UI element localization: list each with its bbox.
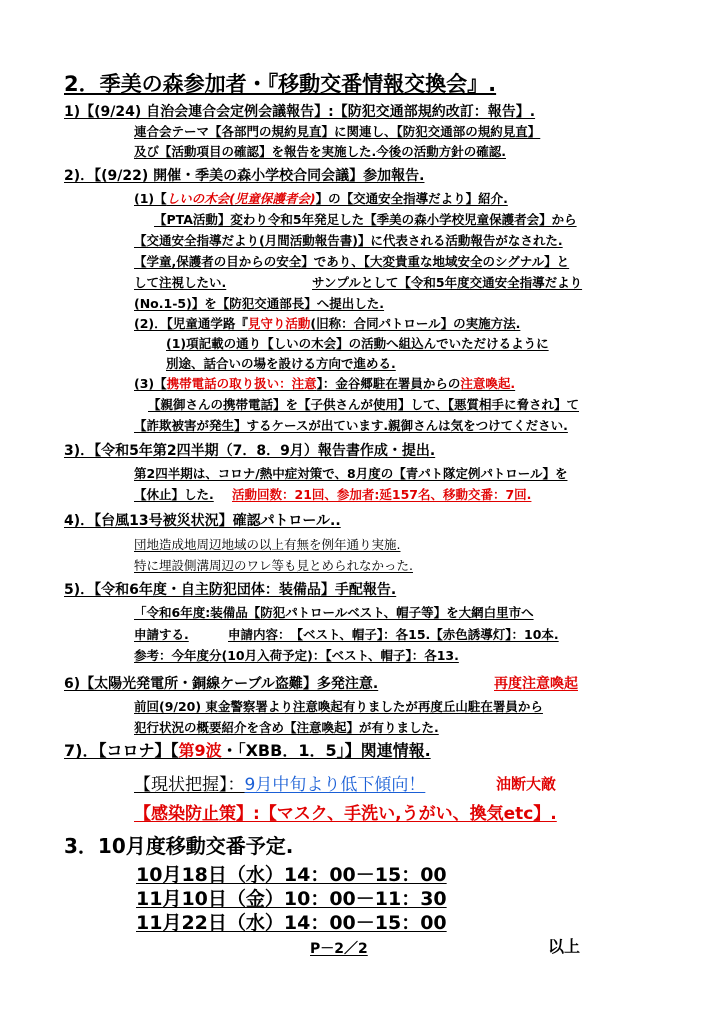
section2-item1 [134, 189, 508, 207]
section2-line1: 【PTA活動】変わり令和5年発足した【季美の森小学校児童保護者会】から [154, 212, 577, 227]
section3-heading: 3)．【令和5年第2四半期（7．8．9月）報告書作成・提出. [64, 443, 436, 459]
section5-line2a: 申請する. [134, 627, 189, 642]
closing-mark: 以上 [548, 937, 581, 956]
section2-line4b: サンプルとして【令和5年度交通安全指導だより [312, 275, 583, 290]
section2-line3: 【学童,保護者の目からの安全】であり、【大変貴重な地域安全のシグナル】と [134, 254, 570, 269]
item2-post: (旧称：合同パトロール】の実施方法. [310, 316, 521, 331]
section5-line3: 参考：今年度分(10月入荷予定)：【ベスト、帽子】：各13. [134, 648, 459, 663]
section3-line2a: 【休止】した. [134, 487, 214, 502]
item3-line2: 【詐欺被害が発生】するケースが出ています.親御さんは気をつけてください. [134, 418, 568, 433]
schedule-date-2: 11月10日（金）10：00－11：30 [136, 888, 447, 910]
item2-red: 見守り活動 [247, 316, 311, 331]
section1-line2: 及び【活動項目の確認】を報告を実施した.今後の活動方針の確認. [134, 144, 506, 159]
item3-line1: 【親御さんの携帯電話】を【子供さんが使用】して、【悪質相手に脅され】て [148, 397, 580, 412]
section1-line1: 連合会テーマ【各部門の規約見直】に関連し、【防犯交通部の規約見直】 [134, 124, 541, 139]
section6-line1: 前回(9/20) 東金警察署より注意喚起有りましたが再度丘山駐在署員から [134, 699, 543, 714]
section7-status [134, 770, 425, 795]
item3-red: 携帯電話の取り扱い：注意 [166, 376, 317, 391]
section4-line1: 団地造成地周辺地域の以上有無を例年通り実施. [134, 537, 401, 552]
item1-red: しいの木会(児童保護者会) [166, 191, 316, 206]
section2-line5: (No.1-5)】を【防犯交通部長】へ提出した. [134, 296, 385, 311]
s7-heading-post: ・「XBB．1．5」】関連情報. [221, 741, 431, 760]
item3-red2: 注意喚起. [460, 376, 516, 391]
schedule-heading: 3．10月度移動交番予定. [64, 834, 294, 858]
item1-pre: (1)【 [134, 191, 167, 206]
section2-heading: 2)．【(9/22) 開催・季美の森小学校合同会議】参加報告. [64, 168, 425, 184]
s7-heading-red: 第9波 [178, 741, 222, 760]
section6-alert: 再度注意喚起 [494, 676, 578, 692]
item2-line2: 別途、話合いの場を設ける方向で進める. [166, 356, 396, 371]
section4-heading: 4)．【台風13号被災状況】確認パトロール.. [64, 513, 341, 529]
section5-heading: 5)．【令和6年度・自主防犯団体：装備品】手配報告. [64, 582, 397, 598]
section2-item2 [134, 314, 520, 332]
section3-stats: 活動回数：21回、参加者:延157名、移動交番：7回. [232, 487, 532, 502]
item3-mid: 】：金谷郷駐在署員からの [316, 376, 461, 391]
page-title: 2．季美の森参加者・『移動交番情報交換会』. [64, 72, 497, 96]
section6-heading: 6)【太陽光発電所・銅線ケーブル盗難】多発注意. [64, 676, 379, 692]
section6-line2: 犯行状況の概要紹介を含め【注意喚起】が有りました. [134, 720, 439, 735]
section5-line2b: 申請内容： 【ベスト、帽子】：各15.【赤色誘導灯】：10本. [228, 627, 559, 642]
section2-line2: 【交通安全指導だより(月間活動報告書)】に代表される活動報告がなされた. [134, 233, 563, 248]
status-label: 【現状把握】： [134, 775, 245, 795]
section3-line1: 第2四半期は、コロナ/熱中症対策で、8月度の【青パト隊定例パトロール】を [134, 466, 568, 481]
item2-pre: (2)．【児童通学路『 [134, 316, 248, 331]
section2-line4a: して注視したい. [134, 275, 227, 290]
status-blue: 9月中旬より低下傾向！ [244, 775, 426, 795]
section4-line2: 特に埋設側溝周辺のワレ等も見とめられなかった. [134, 558, 413, 573]
status-alert: 油断大敵 [496, 775, 557, 793]
s7-heading-pre: 7)．【コロナ】【 [64, 741, 179, 760]
schedule-date-3: 11月22日（水）14：00－15：00 [136, 912, 447, 934]
section7-heading [64, 738, 431, 761]
section1-heading: 1)【(9/24) 自治会連合会定例会議報告】:【防犯交通部規約改訂：報告】. [64, 104, 536, 120]
section5-line1: 「令和6年度:装備品【防犯パトロールベスト、帽子等】を大網白里市へ [134, 605, 534, 620]
item2-line1: (1)項記載の通り【しいの木会】の活動へ組込んでいただけるように [166, 336, 549, 351]
schedule-date-1: 10月18日（水）14：00－15：00 [136, 864, 447, 886]
item3-pre: (3)【 [134, 376, 167, 391]
section2-item3 [134, 374, 515, 392]
section7-prevention: 【感染防止策】:【マスク、手洗い,うがい、換気etc】. [134, 804, 557, 824]
item1-post: 】の【交通安全指導だより】紹介. [315, 191, 508, 206]
page-number: P－2／2 [310, 941, 368, 957]
